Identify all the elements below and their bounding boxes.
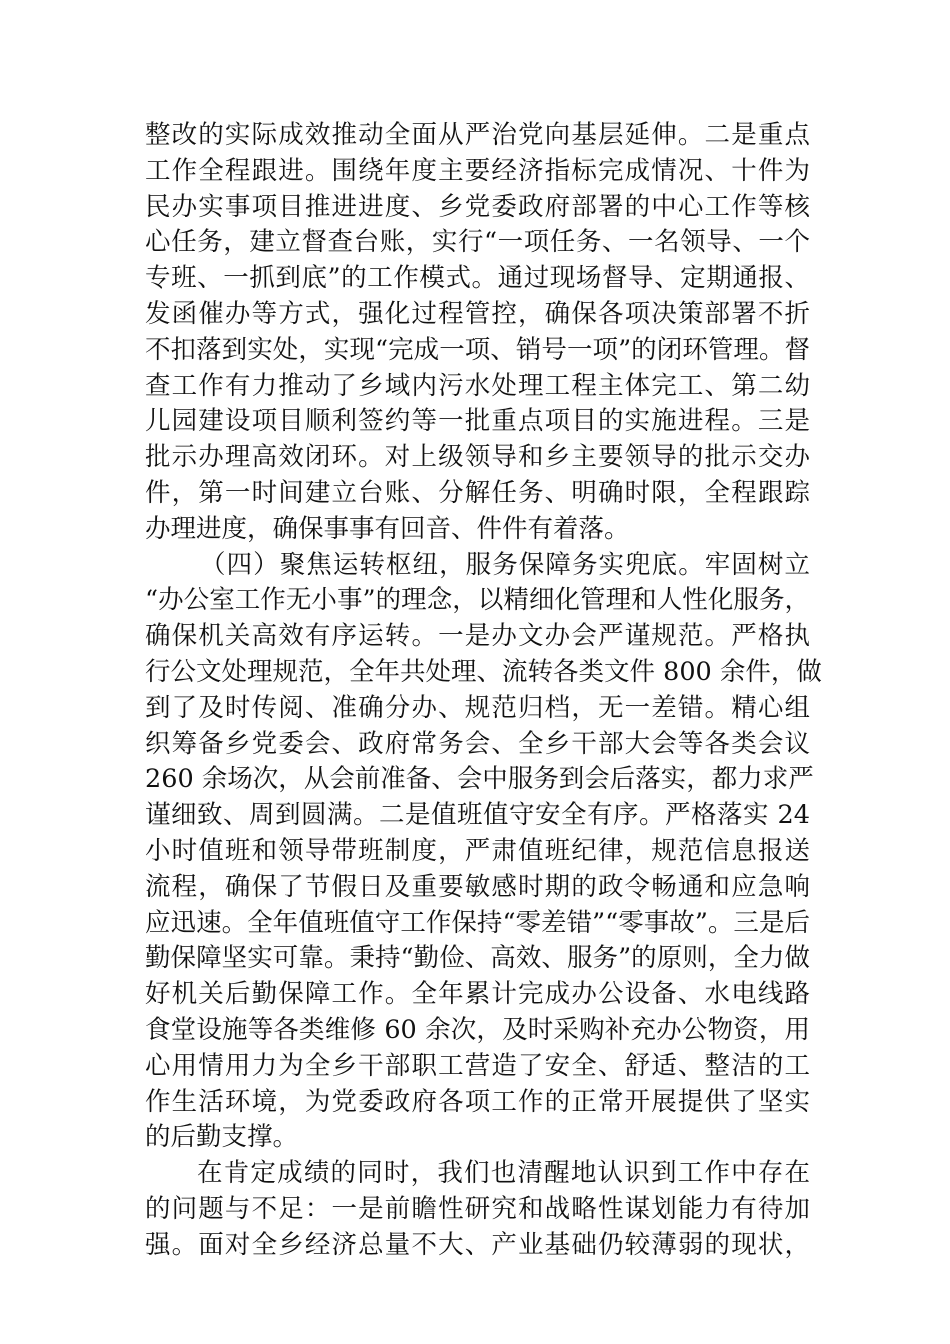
text-line: 260 余场次，从会前准备、会中服务到会后落实，都力求严 <box>145 764 814 795</box>
text-line: 查工作有力推动了乡域内污水处理工程主体完工、第二幼 <box>145 370 810 401</box>
text-line: 的后勤支撑。 <box>145 1122 299 1153</box>
text-line: 勤保障坚实可靠。秉持“勤俭、高效、服务”的原则，全力做 <box>145 943 810 974</box>
text-line: 件，第一时间建立台账、分解任务、明确时限，全程跟踪 <box>145 477 810 508</box>
text-line: 办理进度，确保事事有回音、件件有着落。 <box>145 513 630 544</box>
text-line: 整改的实际成效推动全面从严治党向基层延伸。二是重点 <box>145 120 810 150</box>
paragraph-start-line: 在肯定成绩的同时，我们也清醒地认识到工作中存在 <box>197 1158 810 1189</box>
text-line: 心用情用力为全乡干部职工营造了安全、舒适、整洁的工 <box>145 1050 810 1081</box>
text-line: 流程，确保了节假日及重要敏感时期的政令畅通和应急响 <box>145 871 810 902</box>
text-line: 儿园建设项目顺利签约等一批重点项目的实施进程。三是 <box>145 406 810 437</box>
text-line: 到了及时传阅、准确分办、规范归档，无一差错。精心组 <box>145 692 810 723</box>
text-line: 食堂设施等各类维修 60 余次，及时采购补充办公物资，用 <box>145 1014 810 1045</box>
text-line: 不扣落到实处，实现“完成一项、销号一项”的闭环管理。督 <box>145 334 810 365</box>
text-line: 谨细致、周到圆满。二是值班值守安全有序。严格落实 24 <box>145 800 810 831</box>
text-line: 确保机关高效有序运转。一是办文办会严谨规范。严格执 <box>145 621 810 652</box>
body-text <box>145 118 822 1264</box>
text-line: 小时值班和领导带班制度，严肃值班纪律，规范信息报送 <box>145 835 810 866</box>
text-line: 好机关后勤保障工作。全年累计完成办公设备、水电线路 <box>145 979 810 1010</box>
text-line: “办公室工作无小事”的理念，以精细化管理和人性化服务， <box>145 585 810 616</box>
text-line: 民办实事项目推进进度、乡党委政府部署的中心工作等核 <box>145 191 810 222</box>
text-line: 工作全程跟进。围绕年度主要经济指标完成情况、十件为 <box>145 155 810 186</box>
text-line: 应迅速。全年值班值守工作保持“零差错”“零事故”。三是后 <box>145 907 810 938</box>
text-line: 行公文处理规范，全年共处理、流转各类文件 800 余件，做 <box>145 656 822 687</box>
text-line: 批示办理高效闭环。对上级领导和乡主要领导的批示交办 <box>145 442 810 473</box>
text-line: 发函催办等方式，强化过程管控，确保各项决策部署不折 <box>145 298 810 329</box>
text-line: 心任务，建立督查台账，实行“一项任务、一名领导、一个 <box>145 227 810 258</box>
text-line: 作生活环境，为党委政府各项工作的正常开展提供了坚实 <box>145 1086 810 1117</box>
text-line: 专班、一抓到底”的工作模式。通过现场督导、定期通报、 <box>145 263 810 294</box>
section-heading-line: （四）聚焦运转枢纽，服务保障务实兜底。牢固树立 <box>200 549 810 580</box>
text-line: 的问题与不足：一是前瞻性研究和战略性谋划能力有待加 <box>145 1193 810 1224</box>
text-line: 织筹备乡党委会、政府常务会、全乡干部大会等各类会议 <box>145 728 810 759</box>
text-line: 强。面对全乡经济总量不大、产业基础仍较薄弱的现状， <box>145 1229 810 1260</box>
